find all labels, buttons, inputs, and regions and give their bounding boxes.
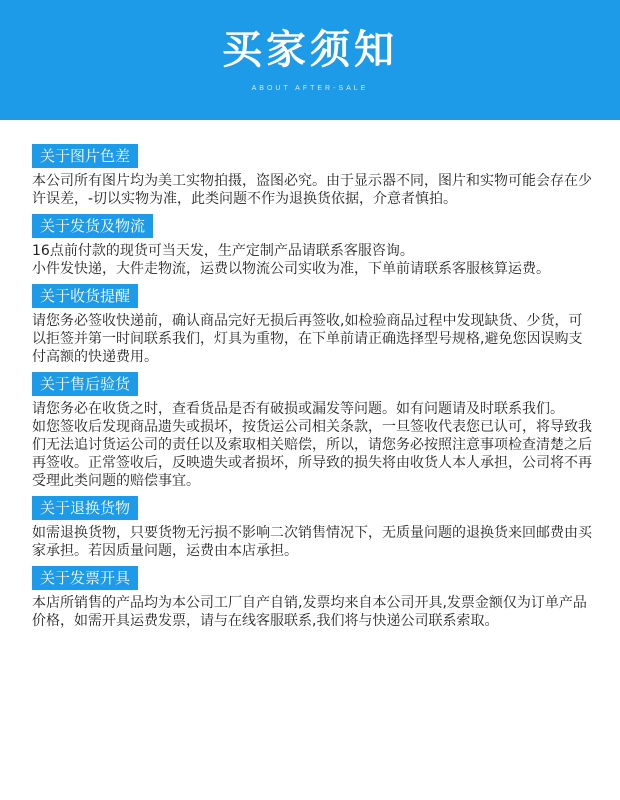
section-label: 关于图片色差 xyxy=(32,144,138,168)
section-label: 关于发票开具 xyxy=(32,566,138,590)
section-paragraph: 16点前付款的现货可当天发，生产定制产品请联系客服咨询。 xyxy=(32,243,414,259)
section-label: 关于收货提醒 xyxy=(32,284,138,308)
notice-content xyxy=(32,144,592,636)
section-paragraph: 请您务必签收快递前，确认商品完好无损后再签收,如检验商品过程中发现缺货、少货，可以拒签并第一时间联系我们，灯具为重物，在下单前请正确选择型号规格,避免您因误购支付高额的快递费用。 xyxy=(32,313,583,365)
section-paragraph: 如您签收后发现商品遗失或损坏，按货运公司相关条款，一旦签收代表您已认可，将导致我们无法追讨货运公司的责任以及索取相关赔偿，所以，请您务必按照注意事项检查清楚之后再签收。正常签收后，反映遗失或者损坏，所导致的损失将由收货人本人承担，公司将不再受理此类问题的赔偿事宜。 xyxy=(32,419,592,489)
section-paragraph: 本店所销售的产品均为本公司工厂自产自销,发票均来自本公司开具,发票金额仅为订单产品价格，如需开具运费发票，请与在线客服联系,我们将与快递公司联系索取。 xyxy=(32,595,587,629)
section-label: 关于发货及物流 xyxy=(32,214,153,238)
section-after-sale-inspection xyxy=(32,372,592,490)
section-receiving xyxy=(32,284,592,366)
section-invoice xyxy=(32,566,592,630)
section-returns xyxy=(32,496,592,560)
section-shipping xyxy=(32,214,592,278)
header-banner xyxy=(0,0,620,120)
section-paragraph: 请您务必在收货之时，查看货品是否有破损或漏发等问题。如有问题请及时联系我们。 xyxy=(32,401,564,417)
section-label: 关于售后验货 xyxy=(32,372,138,396)
section-label: 关于退换货物 xyxy=(32,496,138,520)
page-subtitle: ABOUT AFTER-SALE xyxy=(251,85,369,92)
section-color-difference xyxy=(32,144,592,208)
section-paragraph: 本公司所有图片均为美工实物拍摄，盗图必究。由于显示器不同，图片和实物可能会存在少许误差，-切以实物为准，此类问题不作为退换货依据，介意者慎拍。 xyxy=(32,173,592,207)
section-paragraph: 小件发快递，大件走物流，运费以物流公司实收为准，下单前请联系客服核算运费。 xyxy=(32,261,550,277)
section-paragraph: 如需退换货物，只要货物无污损不影响二次销售情况下，无质量问题的退换货来回邮费由买家承担。若因质量问题，运费由本店承担。 xyxy=(32,525,592,559)
page-title: 买家须知 xyxy=(222,27,398,73)
